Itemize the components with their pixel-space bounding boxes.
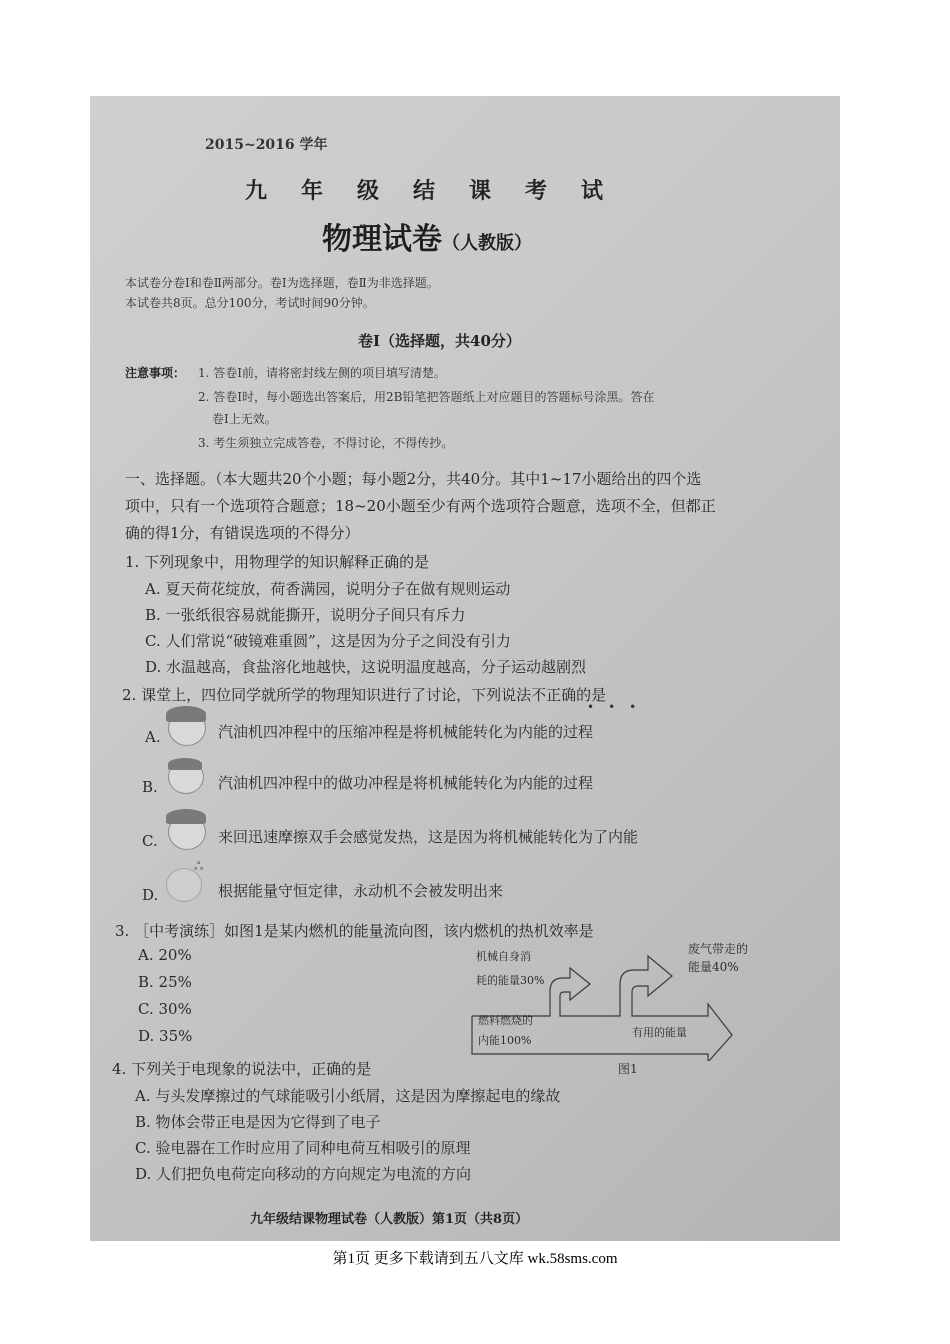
label-fuel-1: 燃料燃烧的 — [478, 1014, 533, 1027]
q3-option-d: D. 35% — [138, 1027, 193, 1045]
q2-option-d: 根据能量守恒定律，永动机不会被发明出来 — [218, 882, 504, 900]
exam-page-photo — [90, 96, 840, 1241]
q2-option-c-label: C. — [142, 832, 158, 850]
label-exhaust-1: 废气带走的 — [688, 942, 749, 956]
part1-instruction-2: 项中，只有一个选项符合题意；18~20小题至少有两个选项符合题意，选项不全，但都正 — [125, 497, 716, 515]
exam-edition: （人教版） — [442, 233, 532, 254]
q2-option-a-label: A. — [145, 728, 161, 746]
notice-item-1: 1. 答卷Ⅰ前，请将密封线左侧的项目填写清楚。 — [198, 366, 447, 380]
q3-option-c: C. 30% — [138, 1000, 192, 1018]
label-fuel-2: 内能100% — [478, 1034, 532, 1047]
q3-option-b: B. 25% — [138, 973, 192, 991]
exam-title-text: 物理试卷 — [322, 222, 442, 257]
intro-line-2: 本试卷共8页。总分100分，考试时间90分钟。 — [125, 296, 375, 310]
q1-stem: 1. 下列现象中，用物理学的知识解释正确的是 — [125, 553, 430, 571]
q2-stem: 2. 课堂上，四位同学就所学的物理知识进行了讨论，下列说法不正确的是 — [122, 686, 607, 704]
notice-item-2a: 2. 答卷Ⅰ时，每小题选出答案后，用2B铅笔把答题纸上对应题目的答题标号涂黑。答在 — [198, 390, 655, 404]
label-exhaust-2: 能量40% — [688, 960, 739, 974]
q2-option-b-label: B. — [142, 778, 158, 796]
student-a-hair — [166, 706, 206, 722]
q2-option-c: 来回迅速摩擦双手会感觉发热，这是因为将机械能转化为了内能 — [218, 828, 639, 846]
q4-option-b: B. 物体会带正电是因为它得到了电子 — [135, 1113, 381, 1131]
label-useful: 有用的能量 — [632, 1026, 687, 1039]
exam-grade-heading: 九年级结课考试 — [245, 178, 638, 204]
q3-option-a: A. 20% — [138, 946, 192, 964]
section-title: 卷Ⅰ（选择题，共40分） — [358, 332, 521, 350]
school-year: 2015~2016 学年 — [205, 137, 328, 153]
q4-option-a: A. 与头发摩擦过的气球能吸引小纸屑，这是因为摩擦起电的缘故 — [135, 1087, 561, 1105]
q3-stem: 3. ［中考演练］如图1是某内燃机的能量流向图，该内燃机的热机效率是 — [115, 922, 594, 940]
figure-caption: 图1 — [618, 1062, 638, 1076]
q4-stem: 4. 下列关于电现象的说法中，正确的是 — [112, 1060, 372, 1078]
q1-option-d: D. 水温越高，食盐溶化地越快，这说明温度越高，分子运动越剧烈 — [145, 658, 587, 676]
q4-option-d: D. 人们把负电荷定向移动的方向规定为电流的方向 — [135, 1165, 472, 1183]
q4-option-c: C. 验电器在工作时应用了同种电荷互相吸引的原理 — [135, 1139, 471, 1157]
student-d-hair-bun: ஃ — [194, 859, 204, 873]
notice-item-3: 3. 考生须独立完成答卷，不得讨论，不得传抄。 — [198, 436, 454, 450]
q2-option-d-label: D. — [142, 886, 159, 904]
q1-option-b: B. 一张纸很容易就能撕开，说明分子间只有斥力 — [145, 606, 466, 624]
inner-page-footer: 九年级结课物理试卷（人教版）第1页（共8页） — [250, 1212, 529, 1227]
q2-option-a: 汽油机四冲程中的压缩冲程是将机械能转化为内能的过程 — [218, 723, 594, 741]
q1-option-c: C. 人们常说“破镜难重圆”，这是因为分子之间没有引力 — [145, 632, 511, 650]
q2-option-b: 汽油机四冲程中的做功冲程是将机械能转化为内能的过程 — [218, 774, 594, 792]
exam-title — [322, 214, 532, 258]
intro-line-1: 本试卷分卷Ⅰ和卷Ⅱ两部分。卷Ⅰ为选择题，卷Ⅱ为非选择题。 — [125, 276, 439, 290]
notice-label: 注意事项： — [125, 366, 186, 380]
part1-instruction-1: 一、选择题。（本大题共20个小题；每小题2分，共40分。其中1~17小题给出的四个选 — [125, 470, 702, 488]
notice-item-2b: 卷Ⅰ上无效。 — [212, 412, 277, 426]
student-c-hair — [166, 809, 206, 824]
part1-instruction-3: 确的得1分，有错误选项的不得分） — [125, 524, 360, 542]
label-mech-loss-1: 机械自身消 — [476, 950, 531, 963]
emphasis-dots: ••• — [587, 700, 651, 714]
page-footer: 第1页 更多下载请到五八文库 wk.58sms.com — [332, 1251, 618, 1267]
student-b-hair — [168, 758, 202, 770]
q1-option-a: A. 夏天荷花绽放，荷香满园，说明分子在做有规则运动 — [145, 580, 511, 598]
label-mech-loss-2: 耗的能量30% — [476, 974, 545, 987]
